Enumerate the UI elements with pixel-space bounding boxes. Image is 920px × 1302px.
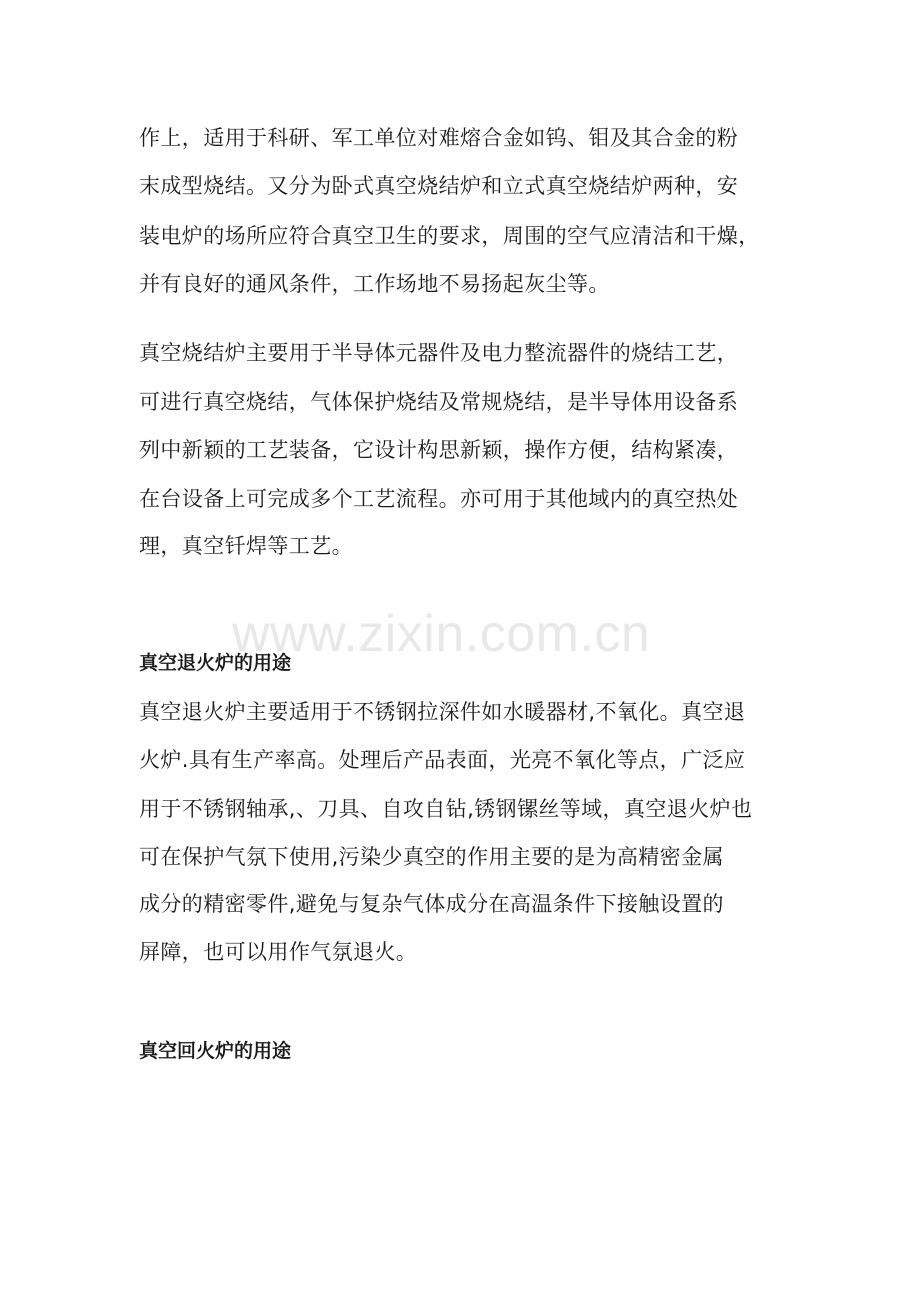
- paragraph-2-line-2: 可进行真空烧结，气体保护烧结及常规烧结，是半导体用设备系: [139, 390, 739, 414]
- section-heading-annealing: 真空退火炉的用途: [139, 652, 292, 674]
- annealing-line-3: 用于不锈钢轴承,、刀具、自攻自钻,锈钢镙丝等域，真空退火炉也: [139, 797, 753, 821]
- annealing-line-5: 成分的精密零件,避免与复杂气体成分在高温条件下接触设置的: [139, 892, 724, 916]
- paragraph-2-line-4: 在台设备上可完成多个工艺流程。亦可用于其他域内的真空热处: [139, 487, 739, 511]
- annealing-line-1: 真空退火炉主要适用于不锈钢拉深件如水暖器材,不氧化。真空退: [139, 700, 746, 724]
- watermark: www.zixin.com.cn: [232, 605, 651, 663]
- paragraph-1-line-2: 末成型烧结。又分为卧式真空烧结炉和立式真空烧结炉两种，安: [139, 174, 739, 198]
- annealing-line-6: 屏障，也可以用作气氛退火。: [139, 940, 418, 964]
- paragraph-1-line-1: 作上，适用于科研、军工单位对难熔合金如钨、钼及其合金的粉: [139, 126, 739, 150]
- paragraph-2-line-3: 列中新颖的工艺装备，它设计构思新颖，操作方便，结构紧凑，: [139, 438, 739, 462]
- annealing-line-2: 火炉.具有生产率高。处理后产品表面，光亮不氧化等点，广泛应: [139, 748, 746, 772]
- section-heading-tempering: 真空回火炉的用途: [139, 1040, 292, 1062]
- paragraph-2-line-5: 理，真空钎焊等工艺。: [139, 534, 353, 558]
- paragraph-2-line-1: 真空烧结炉主要用于半导体元器件及电力整流器件的烧结工艺，: [139, 341, 739, 365]
- paragraph-1-line-4: 并有良好的通风条件，工作场地不易扬起灰尘等。: [139, 272, 610, 296]
- paragraph-1-line-3: 装电炉的场所应符合真空卫生的要求，周围的空气应清洁和干燥，: [139, 224, 760, 248]
- annealing-line-4: 可在保护气氛下使用,污染少真空的作用主要的是为高精密金属: [139, 845, 724, 869]
